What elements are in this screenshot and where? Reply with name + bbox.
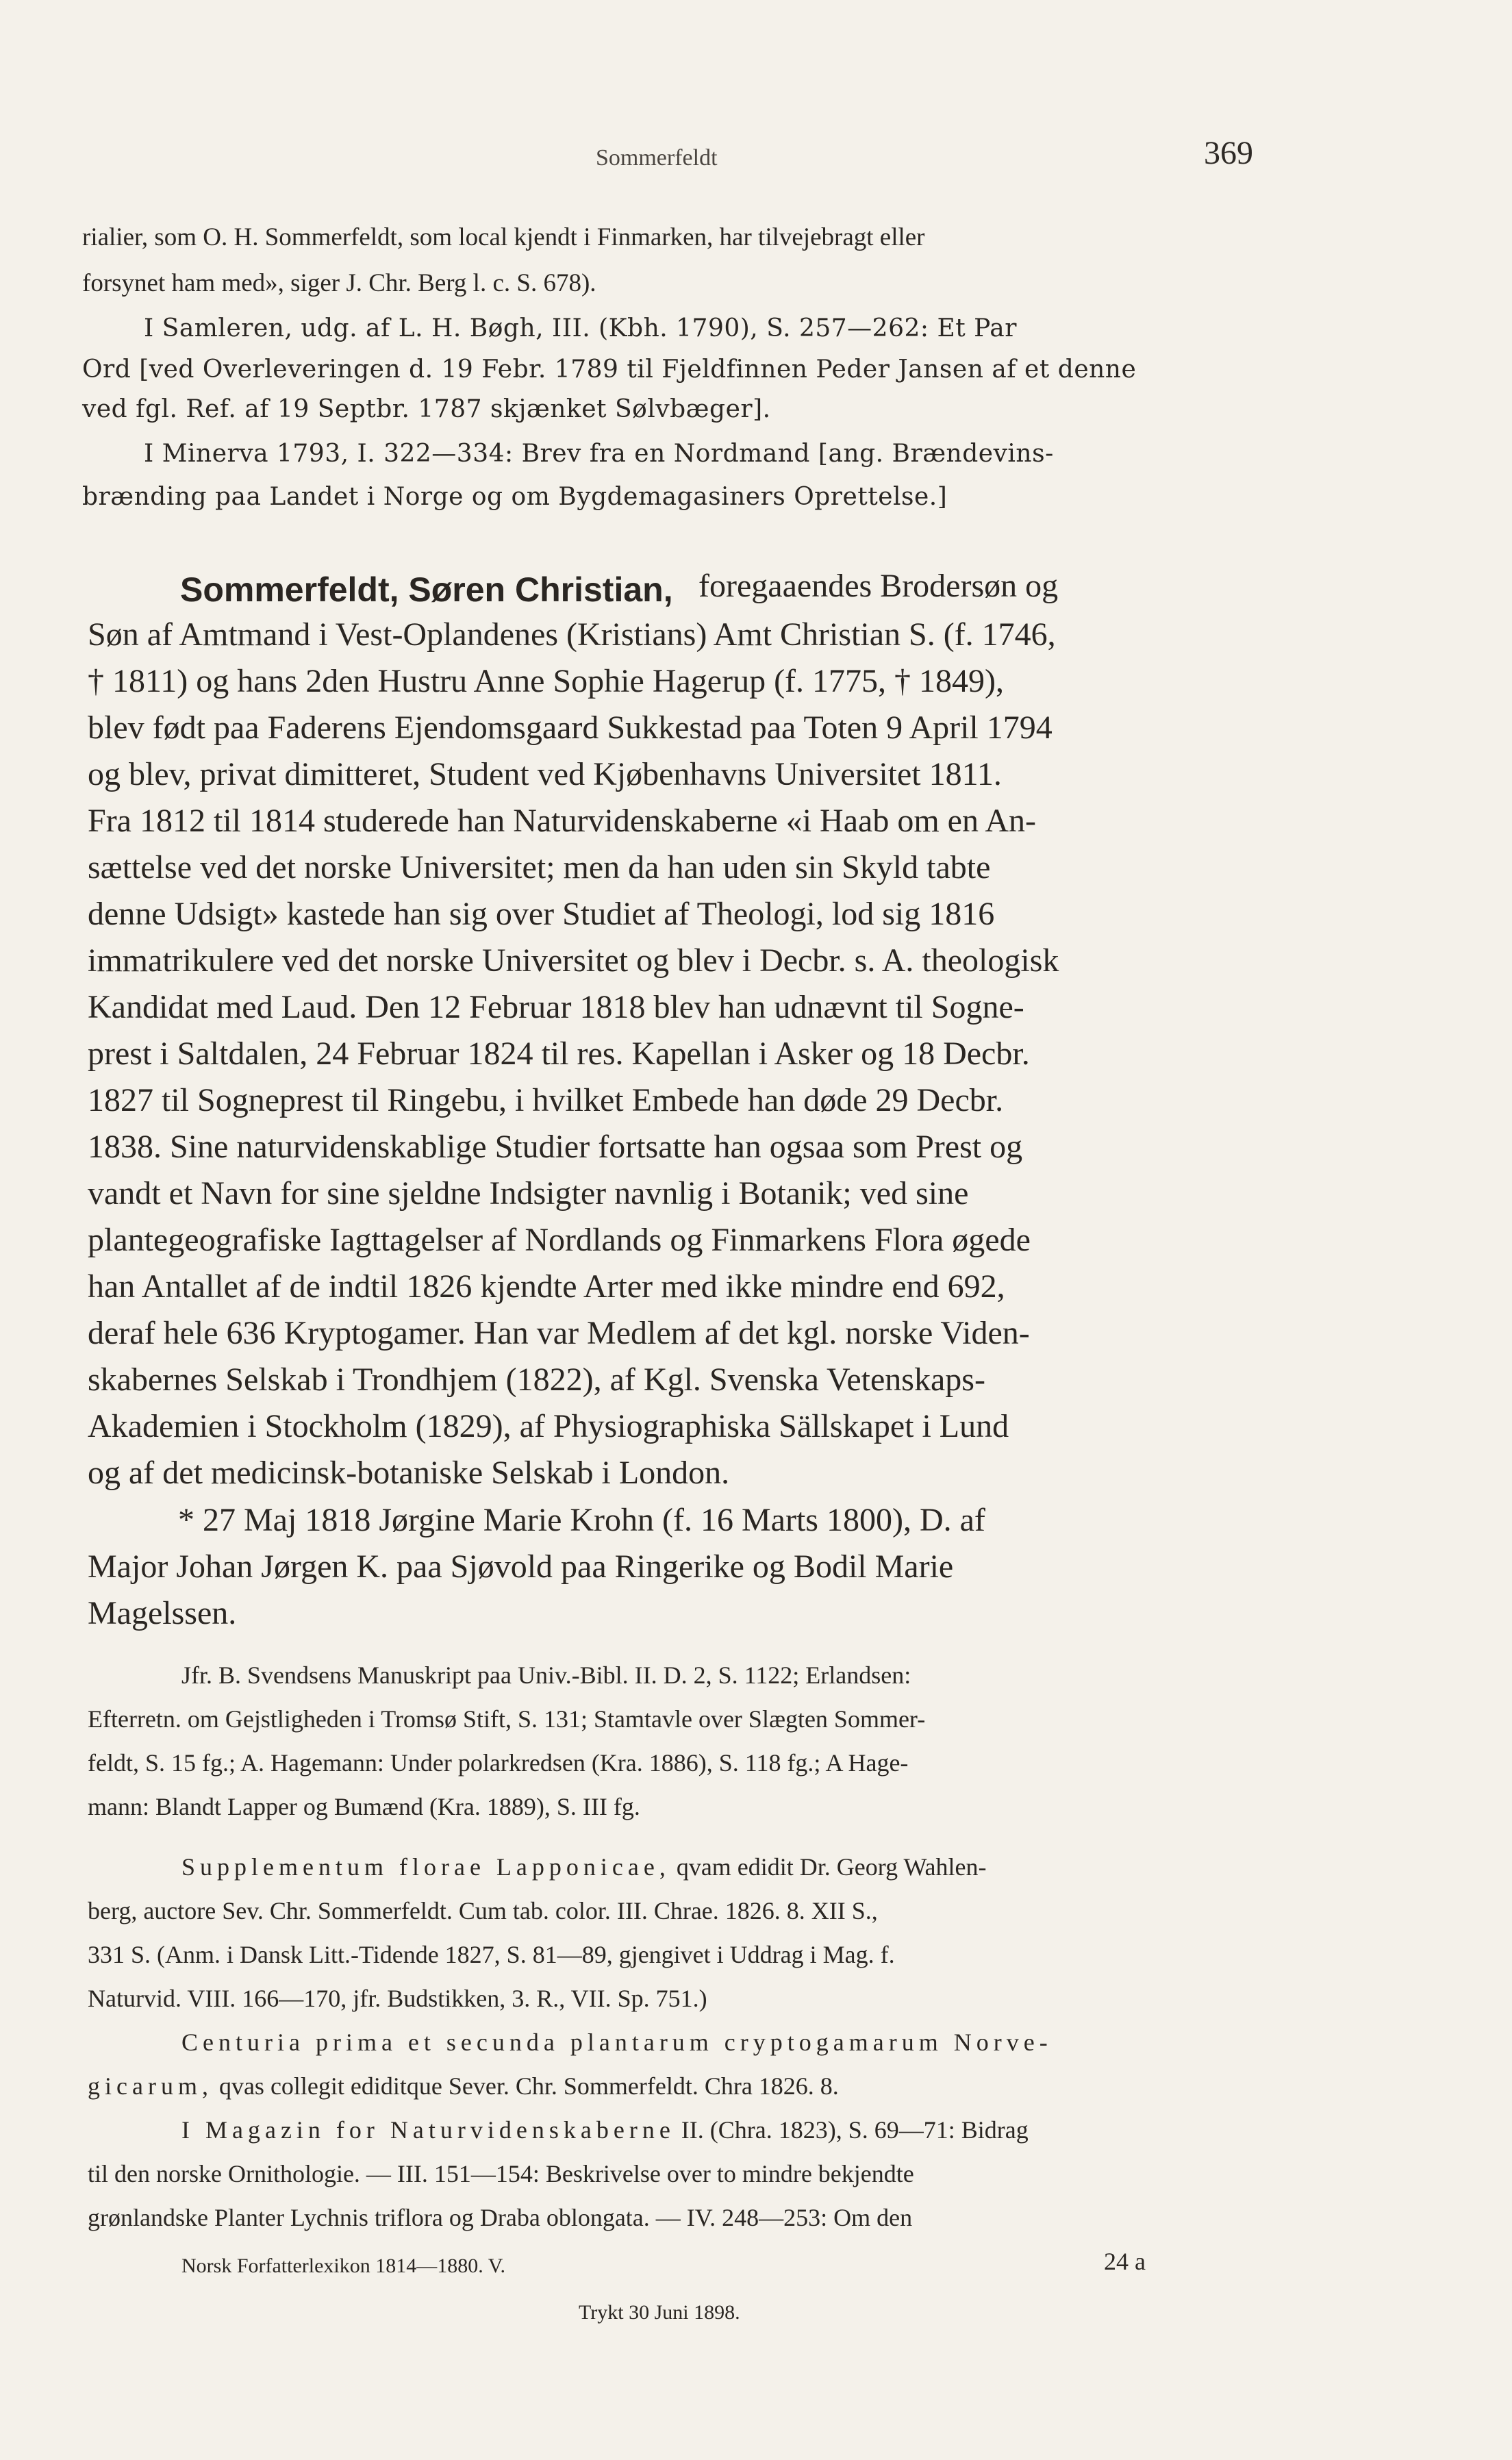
- footer-imprint: Norsk Forfatterlexikon 1814—1880. V.: [181, 2255, 506, 2277]
- entry-line: og af det medicinsk-botaniske Selskab i London.: [88, 1455, 730, 1491]
- work-title: Centuria prima et secunda plantarum cryptogamarum Norve-: [181, 2029, 1053, 2056]
- work-text: til den norske Ornithologie. — III. 151—154: Beskrivelse over to mindre bekjendte: [88, 2160, 914, 2187]
- intro-line: I Minerva 1793, I. 322—334: Brev fra en Nordmand [ang. Brændevins-: [144, 440, 1054, 468]
- work-line: [88, 1898, 878, 1923]
- entry-line: blev født paa Faderens Ejendomsgaard Sukkestad paa Toten 9 April 1794: [88, 710, 1053, 746]
- entry-line: 1838. Sine naturvidenskablige Studier fortsatte han ogsaa som Prest og: [88, 1129, 1023, 1165]
- entry-line: han Antallet af de indtil 1826 kjendte Arter med ikke mindre end 692,: [88, 1268, 1005, 1305]
- entry-line: prest i Saltdalen, 24 Februar 1824 til res. Kapellan i Asker og 18 Decbr.: [88, 1036, 1030, 1072]
- entry-line: Kandidat med Laud. Den 12 Februar 1818 blev han udnævnt til Sogne-: [88, 989, 1024, 1025]
- work-text: II. (Chra. 1823), S. 69—71: Bidrag: [675, 2116, 1029, 2144]
- entry-line: 1827 til Sogneprest til Ringebu, i hvilket Embede han døde 29 Decbr.: [88, 1082, 1004, 1118]
- entry-line: Akademien i Stockholm (1829), af Physiographiska Sällskapet i Lund: [88, 1408, 1009, 1444]
- work-line: [88, 2074, 839, 2098]
- work-text: qvas collegit ediditque Sever. Chr. Sommerfeldt. Chra 1826. 8.: [212, 2072, 839, 2100]
- entry-line: foregaaendes Brodersøn og: [698, 568, 1059, 604]
- intro-line: forsynet ham med», siger J. Chr. Berg l. c. S. 678).: [82, 269, 596, 297]
- work-title: Supplementum florae Lapponicae,: [181, 1853, 670, 1881]
- entry-heading: Sommerfeldt, Søren Christian,: [180, 570, 673, 609]
- entry-line: og blev, privat dimitteret, Student ved Kjøbenhavns Universitet 1811.: [88, 756, 1002, 792]
- work-text: qvam edidit Dr. Georg Wahlen-: [670, 1853, 987, 1881]
- work-title: I Magazin for Naturvidenskaberne: [181, 2116, 675, 2144]
- entry-line: sættelse ved det norske Universitet; men da han uden sin Skyld tabte: [88, 849, 991, 886]
- work-line: [88, 1986, 707, 2011]
- intro-line: Ord [ved Overleveringen d. 19 Febr. 1789 til Fjeldfinnen Peder Jansen af et denne: [82, 355, 1137, 384]
- work-line: [181, 2118, 1029, 2142]
- work-line: [181, 2030, 1053, 2055]
- entry-line: Major Johan Jørgen K. paa Sjøvold paa Ringerike og Bodil Marie: [88, 1548, 954, 1585]
- entry-line: * 27 Maj 1818 Jørgine Marie Krohn (f. 16 Marts 1800), D. af: [178, 1502, 985, 1538]
- work-text: 331 S. (Anm. i Dansk Litt.-Tidende 1827, S. 81—89, gjengivet i Uddrag i Mag. f.: [88, 1941, 895, 1968]
- entry-line: † 1811) og hans 2den Hustru Anne Sophie Hagerup (f. 1775, † 1849),: [88, 663, 1005, 699]
- entry-line: deraf hele 636 Kryptogamer. Han var Medlem af det kgl. norske Viden-: [88, 1315, 1030, 1351]
- running-head: Sommerfeldt: [596, 145, 718, 171]
- intro-line: ved fgl. Ref. af 19 Septbr. 1787 skjænket Sølvbæger].: [82, 395, 771, 423]
- entry-line: skabernes Selskab i Trondhjem (1822), af Kgl. Svenska Vetenskaps-: [88, 1361, 985, 1398]
- work-line: [181, 1855, 987, 1879]
- intro-line: rialier, som O. H. Sommerfeldt, som local kjendt i Finmarken, har tilvejebragt eller: [82, 223, 925, 251]
- intro-line: brænding paa Landet i Norge og om Bygdemagasiners Oprettelse.]: [82, 483, 948, 511]
- reference-line: mann: Blandt Lapper og Bumænd (Kra. 1889), S. III fg.: [88, 1793, 640, 1820]
- entry-line: denne Udsigt» kastede han sig over Studiet af Theologi, lod sig 1816: [88, 896, 995, 932]
- entry-line: plantegeografiske Iagttagelser af Nordlands og Finmarkens Flora øgede: [88, 1222, 1031, 1258]
- print-date: Trykt 30 Juni 1898.: [579, 2301, 740, 2324]
- work-line: [88, 2205, 912, 2230]
- entry-line: Fra 1812 til 1814 studerede han Naturvidenskaberne «i Haab om en An-: [88, 803, 1036, 839]
- reference-line: Efterretn. om Gejstligheden i Tromsø Stift, S. 131; Stamtavle over Slægten Sommer-: [88, 1705, 926, 1733]
- work-line: [88, 2161, 914, 2186]
- page-number: 369: [1204, 135, 1253, 171]
- entry-line: vandt et Navn for sine sjeldne Indsigter navnlig i Botanik; ved sine: [88, 1175, 969, 1212]
- intro-line: I Samleren, udg. af L. H. Bøgh, III. (Kbh. 1790), S. 257—262: Et Par: [144, 314, 1017, 342]
- entry-line: Magelssen.: [88, 1595, 237, 1631]
- entry-line: immatrikulere ved det norske Universitet og blev i Decbr. s. A. theologisk: [88, 942, 1059, 979]
- entry-line: Søn af Amtmand i Vest-Oplandenes (Kristians) Amt Christian S. (f. 1746,: [88, 616, 1056, 653]
- work-line: [88, 1942, 895, 1967]
- work-text: berg, auctore Sev. Chr. Sommerfeldt. Cum tab. color. III. Chrae. 1826. 8. XII S.,: [88, 1897, 878, 1924]
- work-title: gicarum,: [88, 2072, 213, 2100]
- work-text: grønlandske Planter Lychnis triflora og Draba oblongata. — IV. 248—253: Om den: [88, 2204, 913, 2231]
- reference-line: feldt, S. 15 fg.; A. Hagemann: Under polarkredsen (Kra. 1886), S. 118 fg.; A Hage-: [88, 1749, 909, 1777]
- reference-line: Jfr. B. Svendsens Manuskript paa Univ.-Bibl. II. D. 2, S. 1122; Erlandsen:: [181, 1661, 911, 1689]
- signature-mark: 24 a: [1104, 2248, 1146, 2275]
- work-text: Naturvid. VIII. 166—170, jfr. Budstikken, 3. R., VII. Sp. 751.): [88, 1985, 707, 2012]
